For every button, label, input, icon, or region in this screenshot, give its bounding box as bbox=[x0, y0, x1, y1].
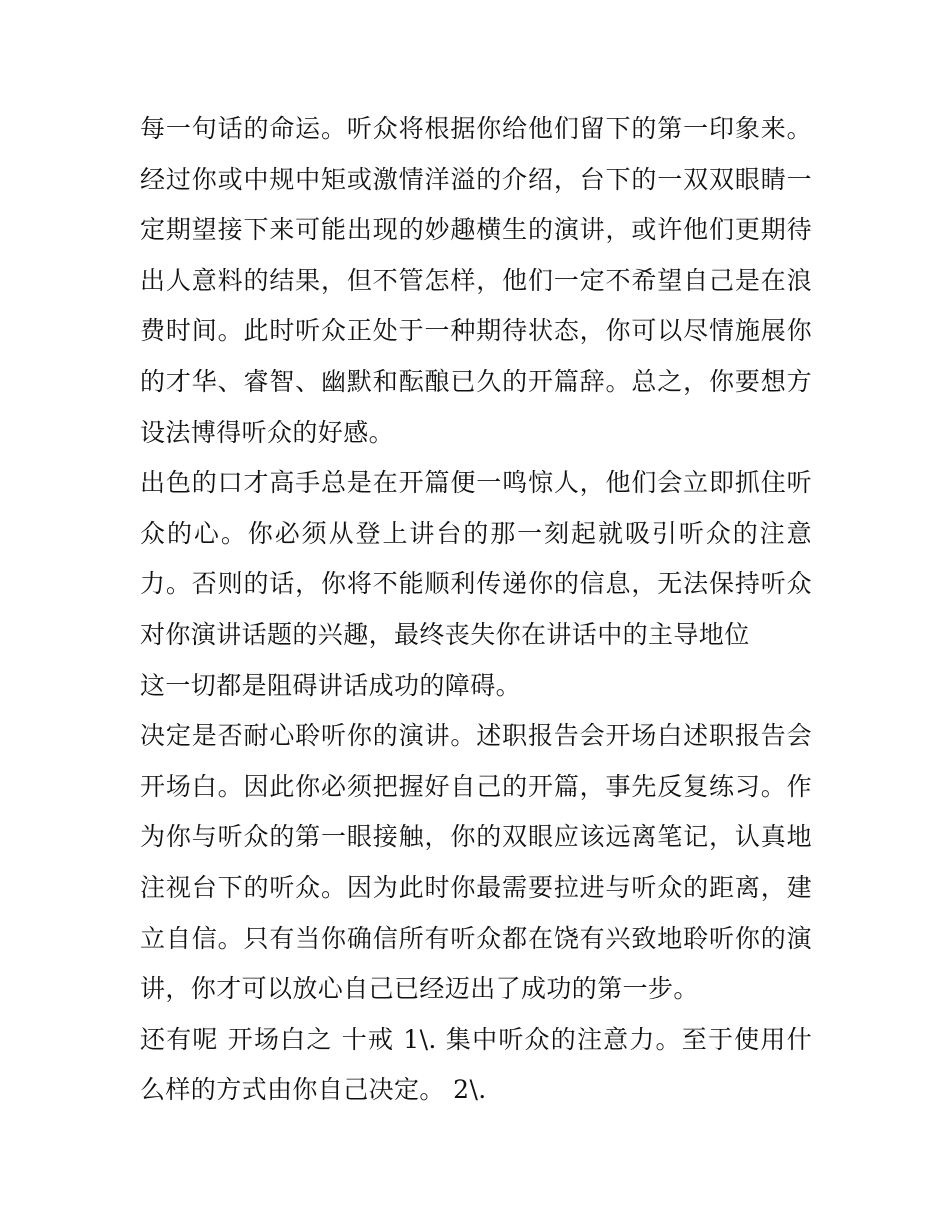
paragraph-obstacles: 这一切都是阻碍讲话成功的障碍。 bbox=[140, 670, 522, 700]
paragraph-first-impression: 每一句话的命运。听众将根据你给他们留下的第一印象来。经过你或中规中矩或激情洋溢的介绍，台下的一双双眼睛一定期望接下来可能出现的妙趣横生的演讲，或许他们更期待出人意料的结果，但不管怎样，他们一定不希望自己是在浪费时间。此时听众正处于一种期待状态，你可以尽情施展你的才华、睿智、幽默和酝酿已久的开篇辞。总之，你要想方设法博得听众的好感。 bbox=[140, 114, 812, 447]
paragraph-opening-practice: 决定是否耐心聆听你的演讲。述职报告会开场白述职报告会开场白。因此你必须把握好自己的开篇，事先反复练习。作为你与听众的第一眼接触，你的双眼应该远离笔记，认真地注视台下的听众。因为此时你最需要拉进与听众的距离，建立自信。只有当你确信所有听众都在饶有兴致地聆听你的演讲，你才可以放心自己已经迈出了成功的第一步。 bbox=[140, 721, 812, 1004]
paragraph-ten-rules: 还有呢 开场白之 十戒 1\. 集中听众的注意力。至于使用什么样的方式由你自己决定。 2\. bbox=[140, 1024, 812, 1105]
paragraph-grab-attention: 出色的口才高手总是在开篇便一鸣惊人，他们会立即抓住听众的心。你必须从登上讲台的那一刻起就吸引听众的注意力。否则的话，你将不能顺利传递你的信息，无法保持听众对你演讲话题的兴趣，最终丧失你在讲话中的主导地位 bbox=[140, 468, 812, 649]
